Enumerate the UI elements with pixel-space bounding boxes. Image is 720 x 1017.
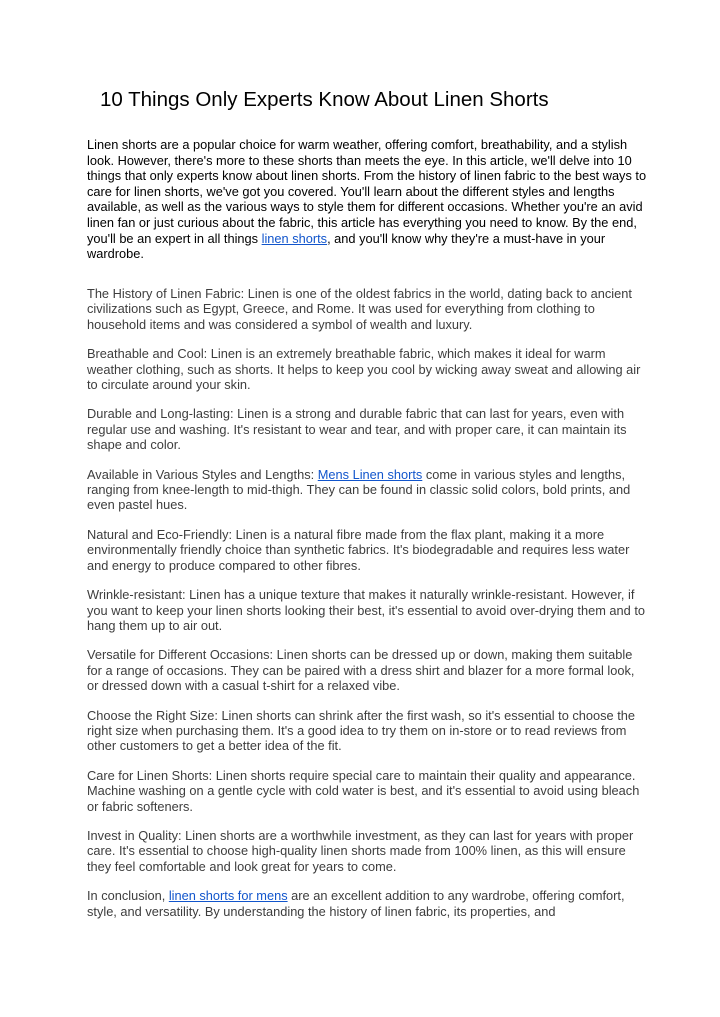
page-title: 10 Things Only Experts Know About Linen Shorts (100, 88, 549, 111)
section-text-before: In conclusion, (87, 888, 169, 904)
section-natural-eco-friendly: Natural and Eco-Friendly: Linen is a natural fibre made from the flax plant, making it a more environmentally friendly choice than synthetic fabrics. It's biodegradable and requires less water and energy to produce compared to other fibres. (87, 526, 630, 573)
section-invest-in-quality: Invest in Quality: Linen shorts are a worthwhile investment, as they can last for years with proper care. It's essential to choose high-quality linen shorts made from 100% linen, as this will ensure they feel comfortable and look great for years to come. (87, 827, 634, 874)
section-wrinkle-resistant: Wrinkle-resistant: Linen has a unique texture that makes it naturally wrinkle-resistant. However, if you want to keep your linen shorts looking their best, it's essential to avoid over-drying them and to hang them up to air out. (87, 587, 645, 633)
link-linen-shorts[interactable]: linen shorts (261, 230, 328, 246)
intro-text-after: , and you'll know why they're a must-have in your wardrobe. (87, 230, 606, 262)
link-mens-linen-shorts[interactable]: Mens Linen shorts (317, 466, 423, 482)
link-linen-shorts-for-mens[interactable]: linen shorts for mens (168, 888, 288, 904)
section-choose-right-size: Choose the Right Size: Linen shorts can shrink after the first wash, so it's essential to choose the right size when purchasing them. It's a good idea to try them on in-store or to read reviews from other customers to get a better idea of the fit. (87, 707, 636, 754)
intro-text-before: Linen shorts are a popular choice for warm weather, offering comfort, breathability, and a stylish look. However, there's more to these shorts than meets the eye. In this article, we'll delve into 10 things that only experts know about linen shorts. From the history of linen fabric to the best ways to care for linen shorts, we've got you covered. You'll learn about the different styles and lengths available, as well as the various ways to style them for different occasions. Whether you're an avid linen fan or just curious about the fabric, this article has everything you need to know. By the end, you'll be an expert in all things (87, 137, 647, 246)
section-styles-and-lengths (87, 467, 647, 513)
sections-list (87, 286, 647, 933)
section-text-after: come in various styles and lengths, ranging from knee-length to mid-thigh. They can be found in classic solid colors, bold prints, and even pastel hues. (87, 466, 631, 513)
section-durable-long-lasting: Durable and Long-lasting: Linen is a strong and durable fabric that can last for years, even with regular use and washing. It's resistant to wear and tear, and with proper care, it can maintain its shape and color. (87, 406, 627, 453)
section-conclusion (87, 888, 647, 919)
section-versatile-occasions: Versatile for Different Occasions: Linen shorts can be dressed up or down, making them suitable for a range of occasions. They can be paired with a dress shirt and blazer for a more formal look, or dressed down with a casual t-shirt for a relaxed vibe. (87, 647, 635, 694)
section-breathable-and-cool: Breathable and Cool: Linen is an extremely breathable fabric, which makes it ideal for warm weather clothing, such as shorts. It helps to keep you cool by wicking away sweat and allowing air to circulate around your skin. (87, 346, 641, 393)
intro-paragraph (87, 137, 647, 262)
section-text-before: Available in Various Styles and Lengths: (87, 466, 318, 482)
section-care-for-linen: Care for Linen Shorts: Linen shorts require special care to maintain their quality and appearance. Machine washing on a gentle cycle with cold water is best, and it's essential to avoid using bleach or fabric softeners. (87, 767, 640, 814)
section-history-of-linen: The History of Linen Fabric: Linen is one of the oldest fabrics in the world, dating back to ancient civilizations such as Egypt, Greece, and Rome. It was used for everything from clothing to household items and was considered a symbol of wealth and luxury. (87, 286, 632, 332)
section-text-after: are an excellent addition to any wardrobe, offering comfort, style, and versatility. By understanding the history of linen fabric, its properties, and (87, 888, 625, 919)
